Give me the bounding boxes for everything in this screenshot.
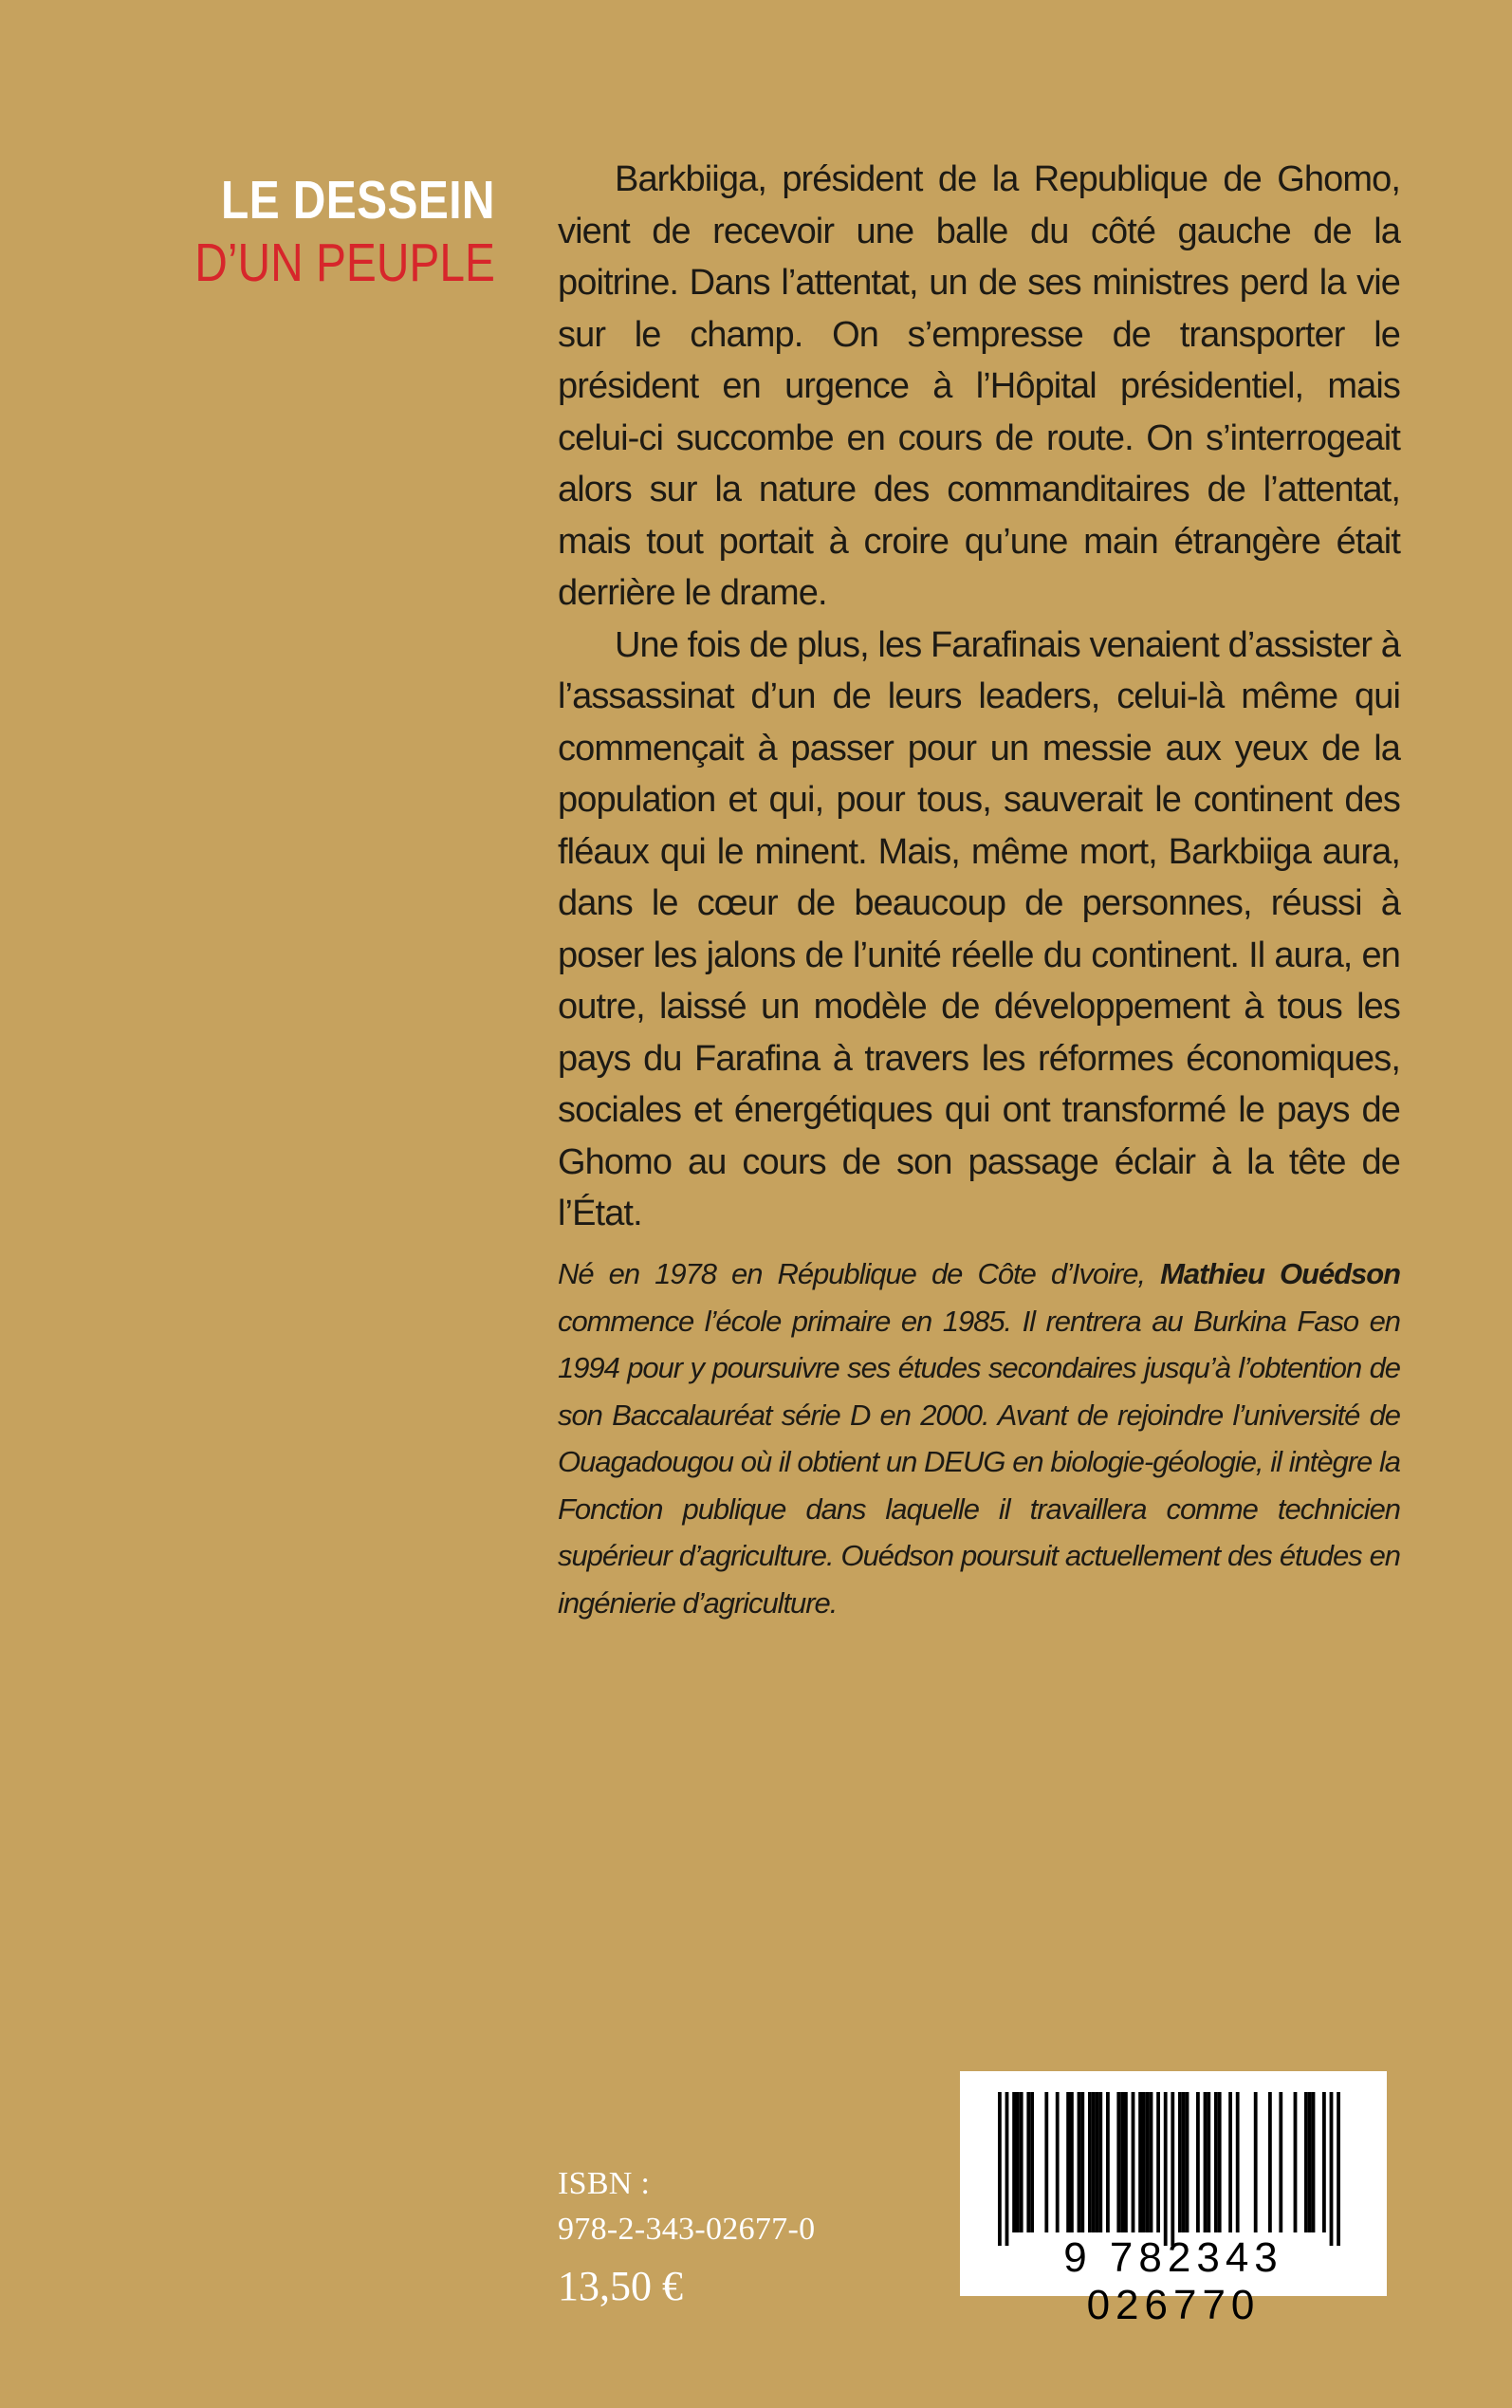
isbn-number: 978-2-343-02677-0 [558, 2212, 816, 2247]
barcode-bar [1171, 2092, 1174, 2246]
barcode-bar [1330, 2092, 1334, 2246]
barcode-bar [1186, 2092, 1189, 2232]
barcode-bar [1294, 2092, 1298, 2232]
barcode-bar [1164, 2092, 1168, 2246]
barcode-bar [1146, 2092, 1150, 2232]
isbn-label: ISBN : [558, 2166, 651, 2201]
barcode-bar [1138, 2092, 1142, 2232]
barcode-bar [1178, 2092, 1182, 2232]
barcode-bar [1308, 2092, 1312, 2232]
barcode-bar [1116, 2092, 1120, 2232]
author-bio [558, 1250, 1400, 1626]
barcode-bar [1096, 2092, 1099, 2232]
book-title [138, 169, 495, 294]
barcode-digits: 9 782343 026770 [1063, 2234, 1283, 2328]
barcode-bar [1207, 2092, 1210, 2232]
barcode-bar [1218, 2092, 1222, 2232]
barcode-bar [1030, 2092, 1034, 2232]
barcode-bar [1120, 2092, 1124, 2232]
barcode-bar [1204, 2092, 1208, 2232]
barcode-bar [1156, 2092, 1160, 2232]
barcode-bar [1066, 2092, 1070, 2232]
barcode-bar [1124, 2092, 1128, 2232]
bio-intro: Né en 1978 en République de Côte d’Ivoire, [558, 1257, 1161, 1290]
barcode-bar [1070, 2092, 1074, 2232]
summary-paragraph-1: Barkbiiga, président de la Republique de Ghomo, vient de recevoir une balle du côté gauche de la poitrine. Dans l’attentat, un de ses ministres perd la vie sur le champ. On s’empresse de transporter le président en urgence à l’Hôpital présidentiel, mais celui-ci succombe en cours de route. On s’interrogeait alors sur la nature des commanditaires de l’attentat, mais tout portait à croire qu’une main étrangère était derrière le drame. [558, 159, 1400, 613]
barcode-bar [1132, 2092, 1135, 2232]
title-line-1: LE DESSEIN [221, 170, 495, 231]
barcode [960, 2071, 1387, 2328]
barcode-bar [1092, 2092, 1096, 2232]
barcode-bar [1196, 2092, 1200, 2232]
barcode-bar [1016, 2092, 1020, 2232]
barcode-bar [1214, 2092, 1218, 2232]
barcode-bar [1026, 2092, 1030, 2232]
author-name: Mathieu Ouédson [1160, 1257, 1400, 1290]
price: 13,50 € [558, 2263, 683, 2309]
barcode-bar [1088, 2092, 1092, 2232]
isbn-block [558, 2161, 815, 2311]
barcode-bar [1279, 2092, 1282, 2232]
barcode-bar [1337, 2092, 1340, 2246]
barcode-bar [1005, 2092, 1009, 2246]
title-line-2: D’UN PEUPLE [194, 232, 495, 293]
barcode-bar [1106, 2092, 1110, 2232]
barcode-bar [1228, 2092, 1232, 2232]
barcode-bar [998, 2092, 1002, 2246]
barcode-bar [1304, 2092, 1308, 2232]
barcode-bar [1012, 2092, 1016, 2232]
barcode-bar [1182, 2092, 1186, 2232]
book-summary [558, 154, 1400, 1240]
barcode-bar [1254, 2092, 1258, 2232]
barcode-bar [1056, 2092, 1060, 2232]
barcode-bar [1312, 2092, 1316, 2232]
barcode-bar [1080, 2092, 1084, 2232]
barcode-bar [1098, 2092, 1102, 2232]
barcode-bar [1268, 2092, 1272, 2232]
summary-paragraph-2: Une fois de plus, les Farafinais venaient d’assister à l’assassinat d’un de leurs leaders, celui-là même qui commençait à passer pour un messie aux yeux de la population et qui, pour tous, sauverait le continent des fléaux qui le minent. Mais, même mort, Barkbiiga aura, dans le cœur de beaucoup de personnes, réussi à poser les jalons de l’unité réelle du continent. Il aura, en outre, laissé un modèle de développement à tous les pays du Farafina à travers les réformes économiques, sociales et énergétiques qui ont transformé le pays de Ghomo au cours de son passage éclair à la tête de l’État. [558, 624, 1400, 1233]
barcode-bar [1150, 2092, 1153, 2232]
bio-text: commence l’école primaire en 1985. Il rentrera au Burkina Faso en 1994 pour y poursuivre ses études secondaires jusqu’à l’obtention de son Baccalauréat série D en 2000. Avant de rejoindre l’université de Ouagadougou où il obtient un DEUG en biologie-géologie, il intègre la Fonction publique dans laquelle il travaillera comme technicien supérieur d’agriculture. Ouédson poursuit actuellement des études en ingénierie d’agriculture. [558, 1304, 1400, 1620]
barcode-bar [1078, 2092, 1081, 2232]
barcode-bar [1142, 2092, 1146, 2232]
barcode-bar [1044, 2092, 1048, 2232]
barcode-bar [1322, 2092, 1326, 2232]
author-bio-paragraph [558, 1250, 1400, 1626]
barcode-bar [1236, 2092, 1240, 2232]
barcode-bar [1020, 2092, 1023, 2232]
